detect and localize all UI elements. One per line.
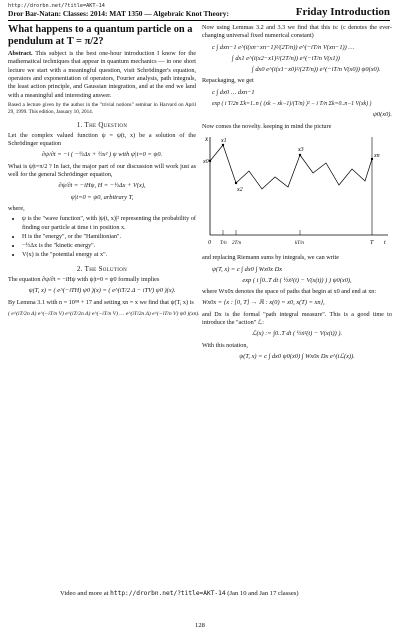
footer-prefix: Video and more at [60,590,109,597]
point-label: xn [374,152,380,159]
list-item: • V(x) is the "potential energy at x". [22,251,196,259]
path-integral-line-1: ψ(T, x) = c ∫ dx0 ∫ Wx0x Dx [212,265,283,273]
footer-link[interactable]: http://drorbn.net/?title=AKT-14 [110,590,226,597]
final-equation: ψ(T, x) = c ∫ dx0 ψ0(x0) ∫ Wx0x Dx e^(iℒ(x)). [239,352,355,360]
header-rule [8,20,390,21]
lecture-note: Based a lecture given by the author in the "trivial notions" seminar in Harvard on April 29, 1999. This edition, January 10, 2014. [8,101,196,115]
product-formula-equation: ( e^(iT/2n Δ) e^(−iT/n V) e^(iT/2n Δ) e^(−iT/n V) … e^(iT/2n Δ) e^(−iT/n V) ψ0 )(xn). [8,310,200,317]
path-point [371,158,373,160]
page-number: 128 [195,622,205,629]
action-paragraph: and Dx is the formal "path integral measure". This is a good time to introduce the "action" ℒ: [202,310,392,327]
tick-label: t [384,239,386,246]
page-url[interactable]: http://drorbn.net/?title=AKT-14 [8,3,105,9]
footer-suffix: (Jan 10 and Jan 17 classes) [227,590,299,597]
question-paragraph: Let the complex valued function ψ = ψ(t, x) be a solution of the Schrödinger equation [8,131,196,148]
initial-condition: ψ|t=0 = ψ0, arbitrary T, [70,193,134,201]
path-point [235,182,237,184]
integral-line-2: ∫ dx1 e^(i(x2−x1)²/(2T/n)) e^(−iT/n V(x1)) [232,54,340,62]
abstract [8,50,196,100]
section-title: Friday Introduction [295,6,390,18]
repack-line-1: c ∫ dx0 … dxn−1 [212,88,255,96]
x-axis-label: x [205,134,209,143]
integral-line-3: ∫ dx0 e^(i(x1−x0)²/(2T/n)) e^(−iT/n V(x0)) ψ0(x0). [252,66,381,74]
list-item: • H is the "energy", or the "Hamiltonian". [22,233,196,241]
tick-label: T/n [220,240,227,246]
paths-space-equation: Wx0x = {x : [0, T] → ℝ : x(0) = x0, x(T) = xn}, [202,299,325,307]
path-point [299,154,301,156]
solution-paragraph: The equation ∂ψ/∂t = −iHψ with ψ|t=0 = ψ0 formally implies [8,276,160,284]
lemmas-paragraph: Now using Lemmas 3.2 and 3.3 we find that this is: (c denotes the ever-changing universal fixed numerical constant) [202,24,392,40]
riemann-paragraph: and replacing Riemann sums by integrals, we can write [202,254,339,262]
section-heading-question: 1. The Question [76,120,128,129]
tick-label: 2T/n [232,240,242,246]
path-integral-line-2: exp ( i ∫0..T dt ( ½ẋ²(t) − V(x(t)) ) ) ψ0(x0), [242,276,352,284]
question-paragraph-2: What is ψ|t=π/2 ? In fact, the major part of our discussion will work just as well for the general Schrödinger equation, [8,162,196,179]
tick-label: 0 [208,239,211,246]
paper-title: What happens to a quantum particle on a pendulum at T = π/2? [8,24,193,47]
zigzag-path [210,145,372,189]
notation-paragraph: With this notation, [202,341,248,349]
point-label: x1 [221,137,227,144]
formal-solution-equation: ψ(T, x) = ( e^(−iTH) ψ0 )(x) = ( e^(iT/2 Δ − iTV) ψ0 )(x). [28,287,176,295]
tick-label: T [370,239,374,246]
left-column [8,24,200,321]
integral-line-1: c ∫ dxn−1 e^(i(xn−xn−1)²/(2T/n)) e^(−iT/n V(xn−1)) … [212,43,355,51]
list-item: • ψ is the "wave function", with |ψ(t, x)|² representing the probability of finding our particle at time t in position x. [22,215,196,232]
where-label: where, [8,204,25,212]
general-schrodinger-equation: ∂ψ/∂t = −iHψ, H = −½Δx + V(x), [58,182,146,190]
path-point [222,144,224,146]
tick-label: kT/n [295,240,304,246]
path-figure [202,133,392,251]
abstract-label: Abstract. [8,50,33,58]
right-column [202,24,392,364]
paths-space-paragraph: where Wx0x denotes the space of paths that begin at x0 and end at xn: [202,288,377,296]
abstract-text: This subject is the best one-hour introduction I know for the mathematical techniques that appear in quantum mechanics — in one short lecture we start with a meaningful question, visit Schrödinger's equation, operators and exponentiation of operators, Fourier analysis, path integrals, the least action principle, and Gaussian integration, and at the end we land with a meaningful and interesting answer. [8,50,196,99]
point-label: x3 [298,146,304,153]
repackaging-text: Repackaging, we get [202,77,254,85]
repack-line-3: ψ0(x0). [372,111,392,119]
definitions-list [8,215,196,259]
point-label: x2 [237,186,243,193]
action-equation: ℒ(x) := ∫0..T dt ( ½ẋ²(t) − V(x(t)) ). [251,330,343,338]
section-heading-solution: 2. The Solution [76,264,128,273]
running-header: Dror Bar-Natan: Classes: 2014: MAT 1350 — Algebraic Knot Theory: [8,9,229,18]
point-label: x0 [203,158,209,165]
path-point [209,160,211,162]
repack-line-2: exp ( i T/2n Σk=1..n ( (xk − xk−1)/(T/n) )² − i T/n Σk=0..n−1 V(xk) ) [212,101,372,108]
lemma-paragraph: By Lemma 3.1 with n = 10⁵⁸ + 17 and setting xn = x we find that ψ(T, x) is [8,298,194,306]
footer [60,590,299,597]
schrodinger-equation: ∂ψ/∂t = −i ( −½Δx + ½x² ) ψ with ψ|t=0 = ψ0. [41,151,163,159]
novelty-paragraph: Now comes the novelty. keeping in mind the picture [202,122,332,130]
list-item: • −½Δx is the "kinetic energy". [22,242,196,250]
